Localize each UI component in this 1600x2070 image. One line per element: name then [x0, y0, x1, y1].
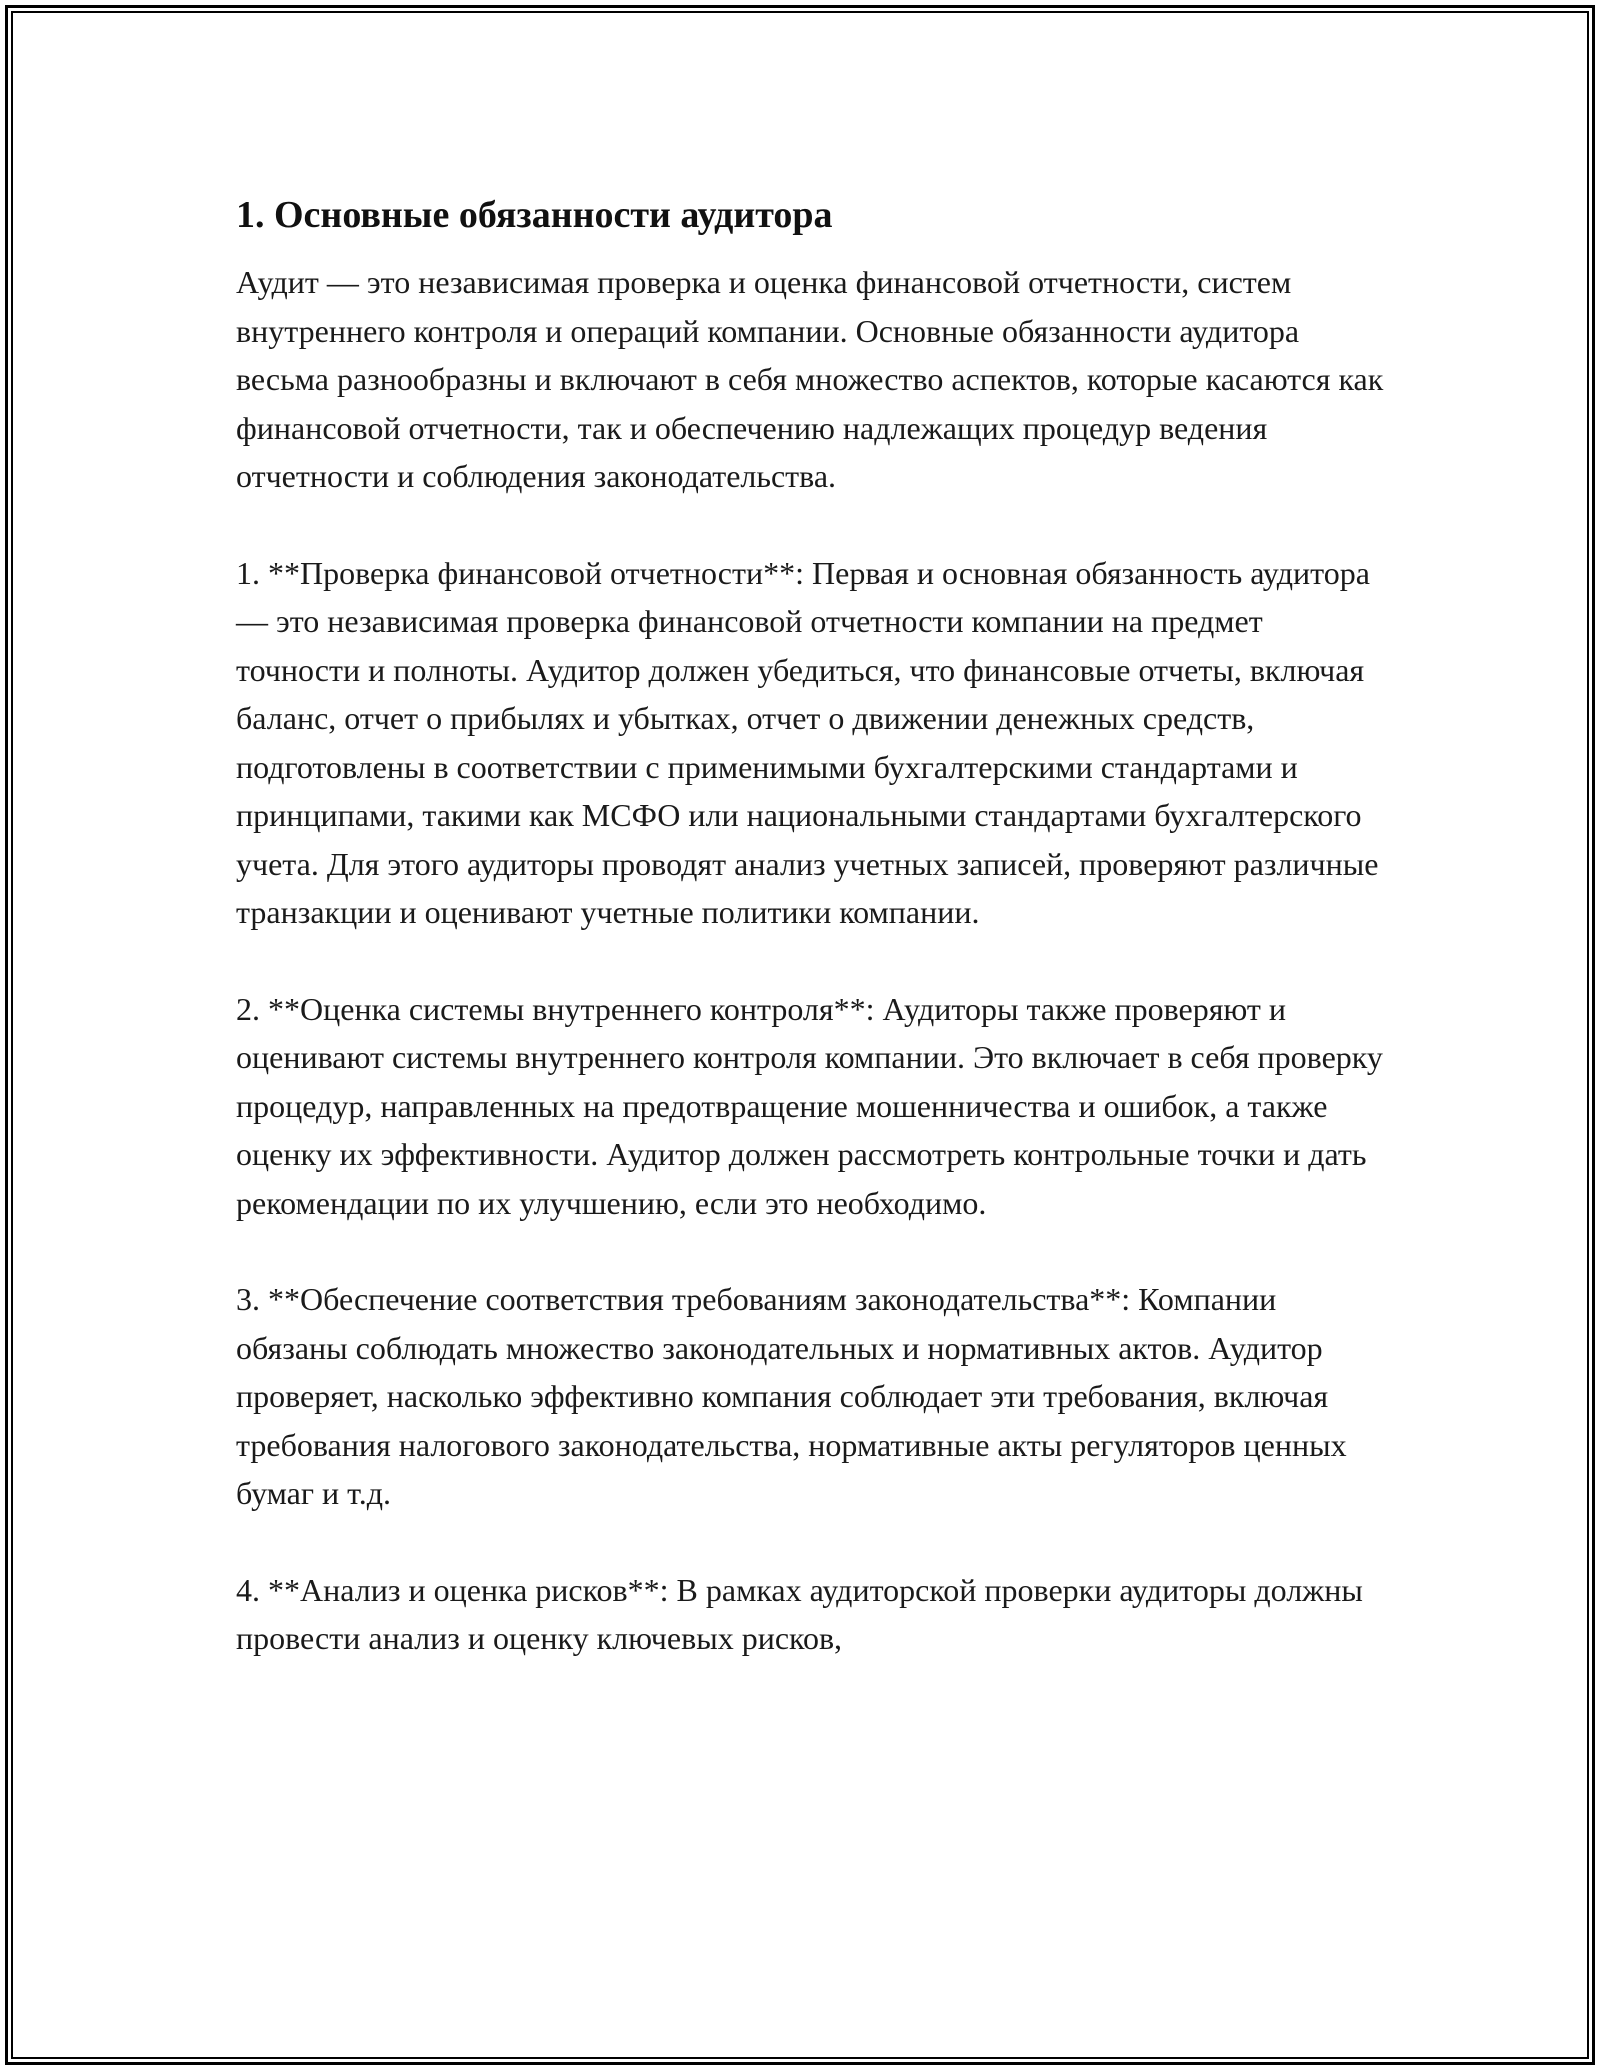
section-heading: 1. Основные обязанности аудитора [236, 194, 833, 236]
duty-legal-compliance-paragraph: 3. **Обеспечение соответствия требованиям законодательства**: Компании обязаны соблюдать множество законодательных и нормативных актов. Аудитор проверяет, насколько эффективно компания соблюдает эти требования, включая требования налогового законодательства, нормативные акты регуляторов ценных бумаг и т.д. [236, 1281, 1347, 1511]
duty-internal-control-paragraph: 2. **Оценка системы внутреннего контроля**: Аудиторы также проверяют и оценивают системы внутреннего контроля компании. Это включает в себя проверку процедур, направленных на предотвращение мошенничества и ошибок, а также оценку их эффективности. Аудитор должен рассмотреть контрольные точки и дать рекомендации по их улучшению, если это необходимо. [236, 990, 1383, 1221]
duty-risk-analysis-paragraph: 4. **Анализ и оценка рисков**: В рамках аудиторской проверки аудиторы должны провести анализ и оценку ключевых рисков, [236, 1571, 1363, 1656]
document-body [236, 186, 1386, 1663]
intro-paragraph: Аудит — это независимая проверка и оценка финансовой отчетности, систем внутреннего контроля и операций компании. Основные обязанности аудитора весьма разнообразны и включают в себя множество аспектов, которые касаются как финансовой отчетности, так и обеспечению надлежащих процедур ведения отчетности и соблюдения законодательства. [236, 264, 1384, 494]
duty-financial-reporting-paragraph: 1. **Проверка финансовой отчетности**: Первая и основная обязанность аудитора — это независимая проверка финансовой отчетности компании на предмет точности и полноты. Аудитор должен убедиться, что финансовые отчеты, включая баланс, отчет о прибылях и убытках, отчет о движении денежных средств, подготовлены в соответствии с применимыми бухгалтерскими стандартами и принципами, такими как МСФО или национальными стандартами бухгалтерского учета. Для этого аудиторы проводят анализ учетных записей, проверяют различные транзакции и оценивают учетные политики компании. [236, 554, 1379, 930]
